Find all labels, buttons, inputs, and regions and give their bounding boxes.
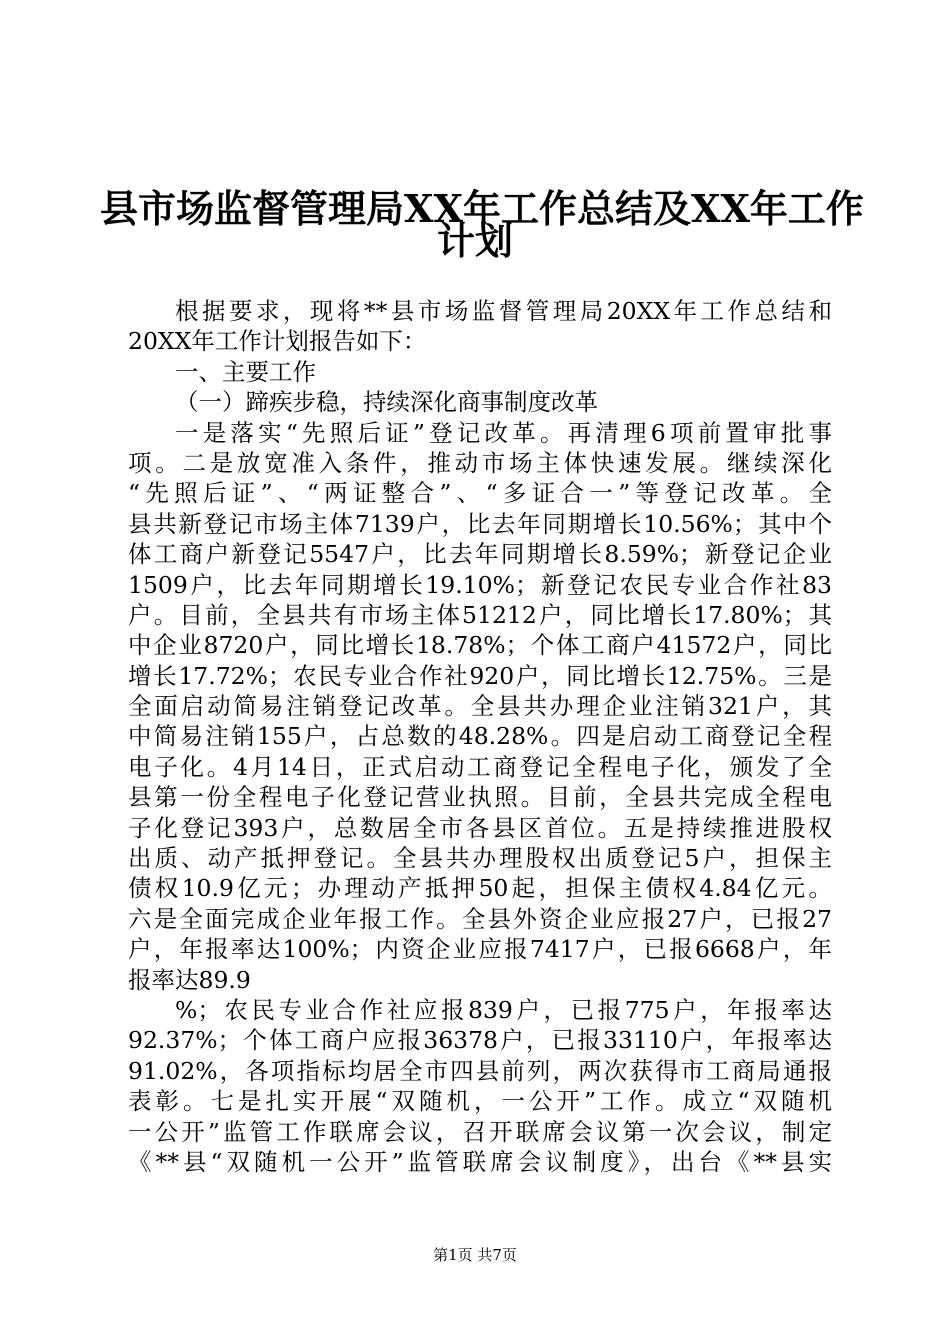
document-title-line-1: 县市场监督管理局XX年工作总结及XX年工作 [100,186,864,231]
paragraph-line: 债权10.9亿元；办理动产抵押50起，担保主债权4.84亿元。 [128,874,832,903]
paragraph-line: 体工商户新登记5547户，比去年同期增长8.59%；新登记企业 [128,540,832,569]
paragraph-line: 根据要求，现将**县市场监督管理局20XX年工作总结和 [175,297,832,325]
document-title-line-2: 计划 [436,218,513,263]
section-heading: 一、主要工作 [175,357,316,386]
paragraph-line: 《**县“双随机一公开”监管联席会议制度》，出台《**县实 [128,1147,832,1176]
paragraph-line: 1509户，比去年同期增长19.10%；新登记农民专业合作社83 [128,570,832,599]
paragraph-line: 中简易注销155户，占总数的48.28%。四是启动工商登记全程 [128,722,832,751]
paragraph-line: 增长17.72%；农民专业合作社920户，同比增长12.75%。三是 [128,661,832,690]
paragraph-line: “先照后证”、“两证整合”、“多证合一”等登记改革。全 [128,479,832,508]
paragraph-line: %；农民专业合作社应报839户，已报775户，年报率达 [175,995,832,1024]
paragraph-line: 报率达89.9 [128,965,251,994]
paragraph-line: 一是落实“先照后证”登记改革。再清理6项前置审批事 [175,418,832,447]
paragraph-line: 中企业8720户，同比增长18.78%；个体工商户41572户，同比 [128,631,832,660]
paragraph-line: 县共新登记市场主体7139户，比去年同期增长10.56%；其中个 [128,509,832,538]
paragraph-line: 县第一份全程电子化登记营业执照。目前，全县共完成全程电 [128,783,832,812]
page-footer: 第1页 共7页 [433,1246,517,1264]
paragraph-line: 电子化。4月14日，正式启动工商登记全程电子化，颁发了全 [128,752,832,781]
paragraph-line: 91.02%，各项指标均居全市四县前列，两次获得市工商局通报 [128,1056,832,1085]
paragraph-line: 全面启动简易注销登记改革。全县共办理企业注销321户，其 [128,692,832,721]
paragraph-line: 一公开”监管工作联席会议，召开联席会议第一次会议，制定 [128,1117,832,1146]
paragraph-line: 六是全面完成企业年报工作。全县外资企业应报27户，已报27 [128,904,832,933]
paragraph-line: 表彰。七是扎实开展“双随机，一公开”工作。成立“双随机 [128,1087,832,1116]
paragraph-line: 户，年报率达100%；内资企业应报7417户，已报6668户，年 [128,935,832,964]
document-body [128,296,832,1177]
paragraph-line: 户。目前，全县共有市场主体51212户，同比增长17.80%；其 [128,600,832,629]
paragraph-line: 92.37%；个体工商户应报36378户，已报33110户，年报率达 [128,1026,832,1055]
paragraph-line: 20XX年工作计划报告如下： [128,327,427,356]
paragraph-line: 项。二是放宽准入条件，推动市场主体快速发展。继续深化 [128,448,832,477]
paragraph-line: 出质、动产抵押登记。全县共办理股权出质登记5户，担保主 [128,844,832,873]
paragraph-line: 子化登记393户，总数居全市各县区首位。五是持续推进股权 [128,813,832,842]
subsection-heading: （一）蹄疾步稳，持续深化商事制度改革 [175,388,598,417]
